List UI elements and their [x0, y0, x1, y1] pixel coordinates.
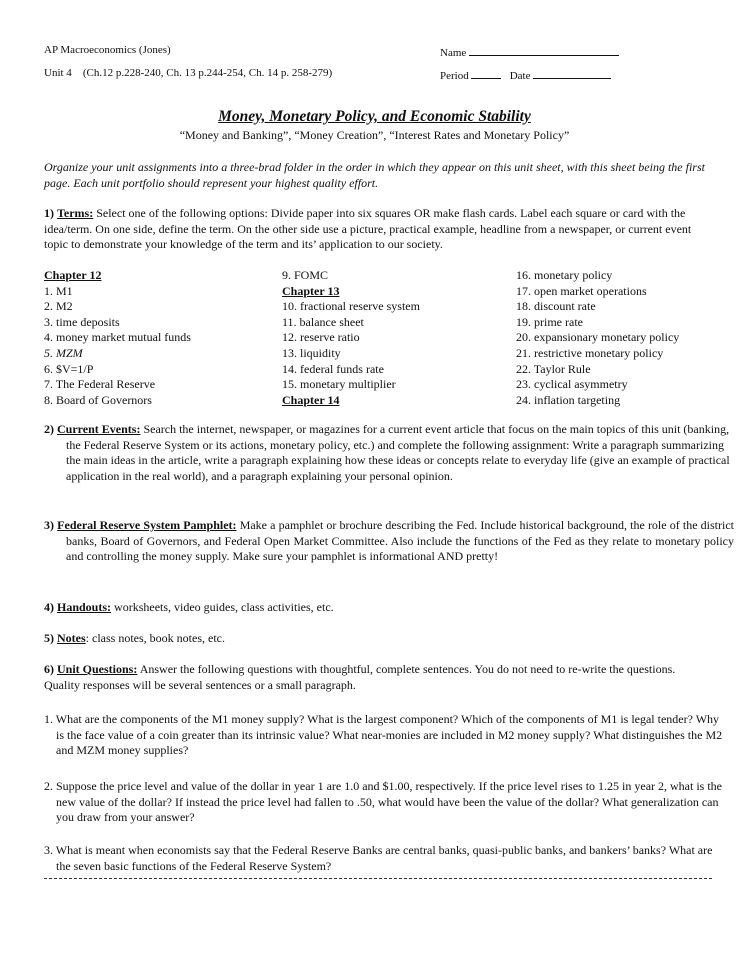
section-handouts-number: 4): [44, 600, 54, 614]
section-current-events-text: Search the internet, newspaper, or magazines for a current event article that focus on the main topics of this unit (banking, the Federal Reserve System or its actions, monetary policy, etc.) and complete the following assignment: Write a paragraph summarizing the main ideas in the article, write a paragraph explaining how these ideas or concepts relate to everyday life (give an example of practical application in the real world), and a paragraph explaining your personal opinion.: [66, 422, 730, 483]
terms-column-2: [282, 268, 420, 408]
section-handouts: [44, 600, 712, 616]
term-item: 9. FOMC: [282, 268, 329, 282]
section-pamphlet-text: Make a pamphlet or brochure describing the Fed. Include historical background, the role of the district banks, Board of Governors, and Federal Open Market Committee. Also include the functions of the Fed as they relate to monetary policy and controlling the money supply. Make sure your pamphlet is informational AND pretty!: [66, 518, 735, 563]
term-item: 10. fractional reserve system: [282, 299, 420, 314]
term-item: 18. discount rate: [516, 299, 596, 314]
chapter-13-heading: Chapter 13: [282, 283, 340, 298]
term-item: 23. cyclical asymmetry: [516, 377, 628, 392]
term-item: 16. monetary policy: [516, 268, 613, 282]
term-item: 2. M2: [44, 299, 73, 314]
term-item: 11. balance sheet: [282, 314, 364, 329]
section-notes-heading: Notes: [57, 631, 86, 645]
term-item: 5. MZM: [44, 345, 83, 360]
period-label: Period: [440, 70, 469, 82]
question-3: 3. What is meant when economists say that the Federal Reserve Banks are central banks, quasi-public banks, and bankers’ banks? What are the seven basic functions of the Federal Reserve System?: [44, 843, 713, 873]
question-2: 2. Suppose the price level and value of the dollar in year 1 are 1.0 and $1.00, respectively. If the price level rises to 1.25 in year 2, what is the new value of the dollar? If instead the price level had fallen to .50, what would have been the value of the dollar? What generalization can you draw from your answer?: [44, 779, 722, 824]
section-terms-heading: Terms:: [57, 206, 94, 220]
term-item: 24. inflation targeting: [516, 392, 621, 407]
section-pamphlet-number: 3): [44, 518, 54, 532]
name-blank: [469, 44, 619, 56]
section-handouts-text: worksheets, video guides, class activities, etc.: [114, 600, 334, 614]
term-item: 3. time deposits: [44, 314, 120, 329]
section-terms-text: Select one of the following options: Divide paper into six squares OR make flash cards. Label each square or card with the idea/term. On one side, define the term. On the other side use a picture, practical example, headline from a newspaper, or current event topic to demonstrate your knowledge of the term and its’ application to our society.: [44, 206, 692, 251]
page-subtitle: “Money and Banking”, “Money Creation”, “Interest Rates and Monetary Policy”: [179, 128, 570, 142]
section-pamphlet: [44, 518, 734, 565]
term-item: 20. expansionary monetary policy: [516, 330, 680, 345]
section-current-events-heading: Current Events:: [57, 422, 141, 436]
page-title: Money, Monetary Policy, and Economic Stability: [218, 108, 531, 125]
section-terms-number: 1): [44, 206, 54, 220]
question-1: 1. What are the components of the M1 money supply? What is the largest component? Which of the components of M1 is legal tender? Why is the face value of a coin greater than its intrinsic value? What near-monies are included in M2 money supply? What distinguishes the M2 and MZM money supplies?: [44, 712, 723, 757]
section-notes-text: : class notes, book notes, etc.: [85, 631, 225, 645]
term-item: 4. money market mutual funds: [44, 330, 191, 345]
dashed-divider: [44, 878, 712, 879]
section-current-events-number: 2): [44, 422, 54, 436]
term-item: 6. $V=1/P: [44, 361, 94, 376]
section-pamphlet-heading: Federal Reserve System Pamphlet:: [57, 518, 237, 532]
unit-line: [44, 67, 332, 79]
chapter-14-heading: Chapter 14: [282, 392, 340, 407]
course-name: AP Macroeconomics (Jones): [44, 44, 171, 56]
term-item: 22. Taylor Rule: [516, 361, 591, 376]
section-unit-questions-heading: Unit Questions:: [57, 662, 138, 676]
period-blank: [471, 67, 501, 79]
date-label: Date: [509, 70, 531, 82]
terms-column-3: [516, 268, 679, 408]
section-notes: [44, 631, 712, 647]
chapters-label: (Ch.12 p.228-240, Ch. 13 p.244-254, Ch. 14 p. 258-279): [82, 67, 333, 79]
section-terms: [44, 206, 712, 253]
name-line: [440, 44, 619, 59]
section-unit-questions: [44, 662, 712, 693]
term-item: 19. prime rate: [516, 314, 583, 329]
term-item: 13. liquidity: [282, 345, 341, 360]
date-blank: [533, 67, 611, 79]
section-handouts-heading: Handouts:: [57, 600, 112, 614]
terms-column-1: [44, 268, 191, 408]
term-item: 15. monetary multiplier: [282, 377, 396, 392]
term-item: 17. open market operations: [516, 283, 647, 298]
section-unit-questions-number: 6): [44, 662, 54, 676]
unit-label: Unit 4: [44, 67, 72, 79]
section-notes-number: 5): [44, 631, 54, 645]
chapter-12-heading: Chapter 12: [44, 268, 102, 282]
term-item: 8. Board of Governors: [44, 392, 152, 407]
period-date-line: [440, 67, 611, 82]
term-item: 21. restrictive monetary policy: [516, 345, 664, 360]
term-item: 1. M1: [44, 283, 73, 298]
section-unit-questions-text: Answer the following questions with thoughtful, complete sentences. You do not need to re-write the questions. Quality responses will be several sentences or a small paragraph.: [44, 662, 676, 692]
name-label: Name: [440, 47, 467, 59]
term-item: 14. federal funds rate: [282, 361, 384, 376]
section-current-events: [44, 422, 734, 484]
intro-paragraph: Organize your unit assignments into a three-brad folder in the order in which they appear on this unit sheet, with this sheet being the first page. Each unit portfolio should represent your highest quality effort.: [44, 160, 705, 190]
term-item: 7. The Federal Reserve: [44, 377, 156, 392]
term-item: 12. reserve ratio: [282, 330, 360, 345]
